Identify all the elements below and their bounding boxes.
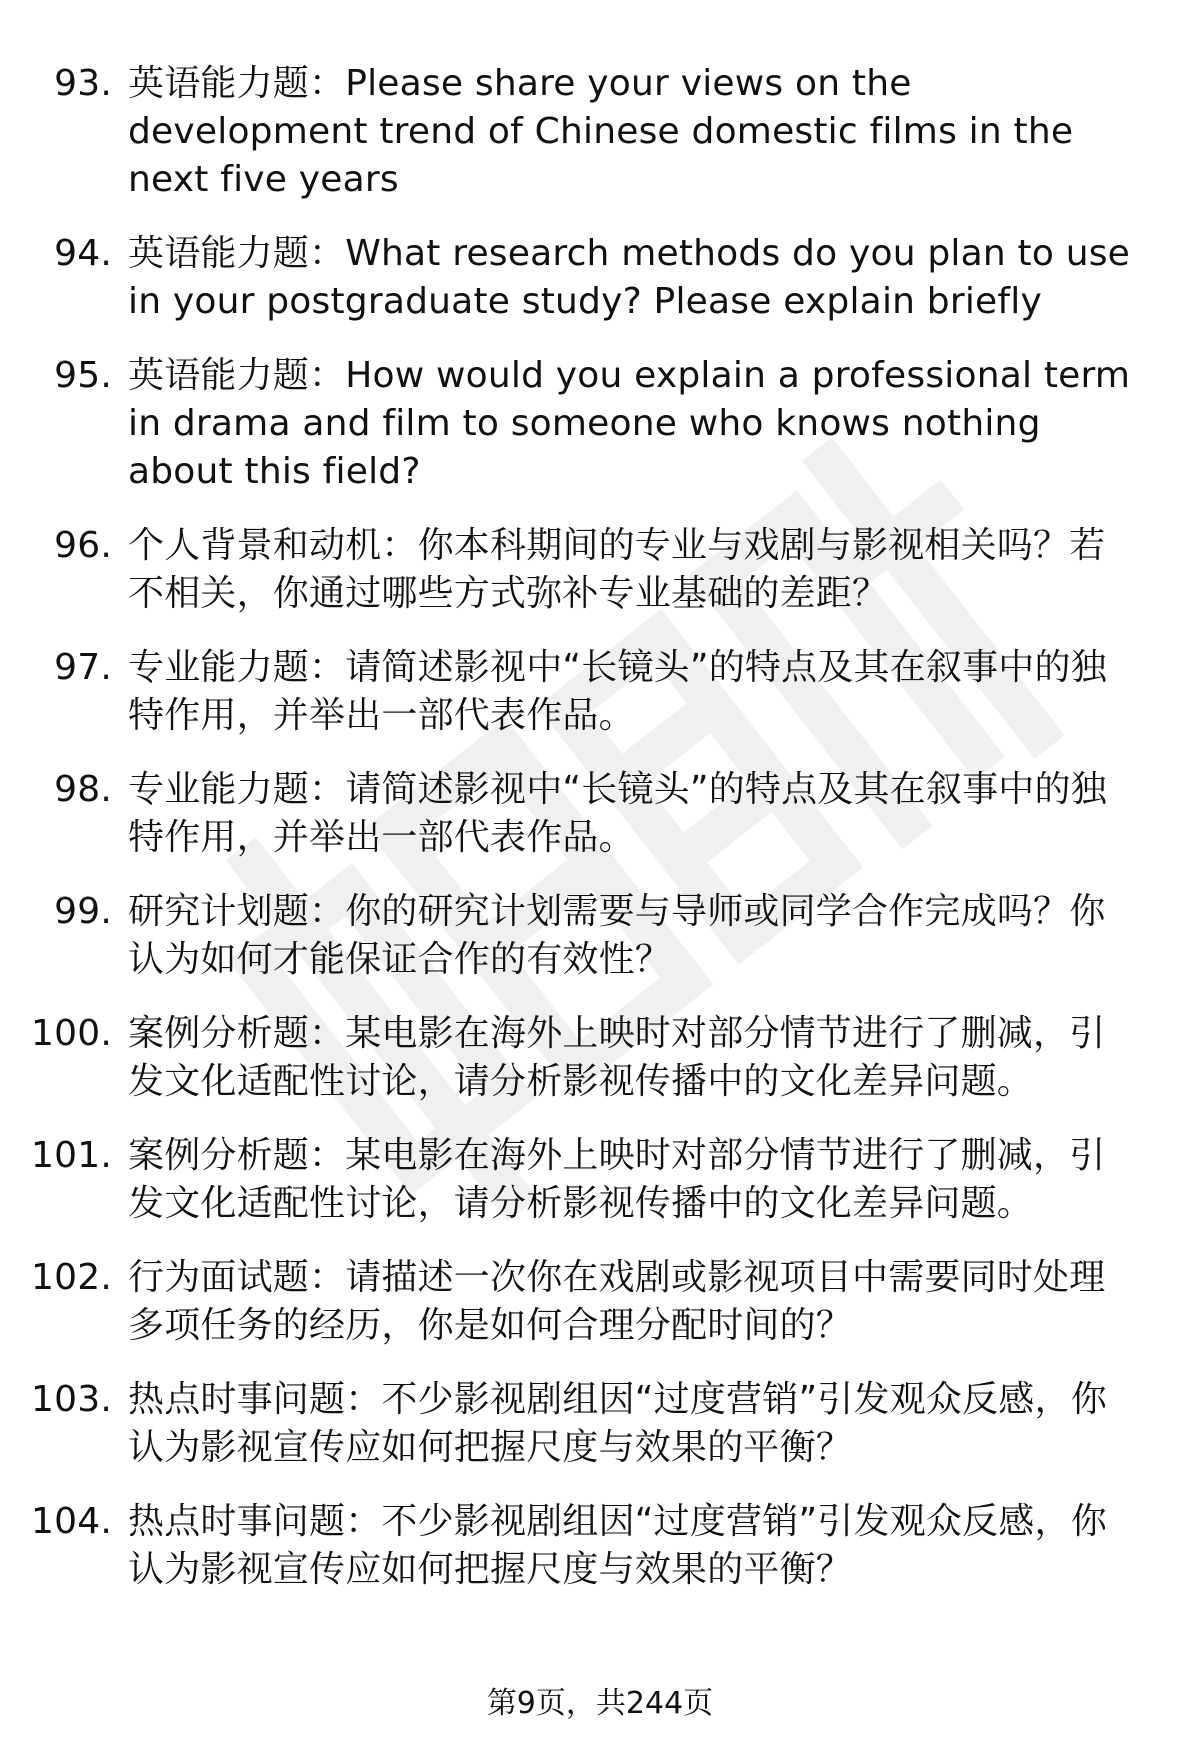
list-item <box>0 1376 1200 1472</box>
list-item <box>0 1498 1200 1594</box>
list-item <box>0 352 1200 496</box>
question-text: 专业能力题：请简述影视中“长镜头”的特点及其在叙事中的独特作用，并举出一部代表作品。 <box>128 769 1107 858</box>
question-text: 英语能力题：Please share your views on the development trend of Chinese domestic films in the next five years <box>128 63 1074 200</box>
question-text: 热点时事问题：不少影视剧组因“过度营销”引发观众反感，你认为影视宣传应如何把握尺度与效果的平衡？ <box>128 1379 1107 1468</box>
question-text: 热点时事问题：不少影视剧组因“过度营销”引发观众反感，你认为影视宣传应如何把握尺度与效果的平衡？ <box>128 1501 1107 1590</box>
question-number: 101. <box>31 1135 112 1176</box>
list-item <box>0 230 1200 326</box>
list-item <box>0 1010 1200 1106</box>
question-text: 研究计划题：你的研究计划需要与导师或同学合作完成吗？你认为如何才能保证合作的有效性？ <box>128 891 1106 980</box>
question-number: 94. <box>54 233 112 274</box>
question-text: 专业能力题：请简述影视中“长镜头”的特点及其在叙事中的独特作用，并举出一部代表作品。 <box>128 647 1107 736</box>
page-indicator: 第9页，共244页 <box>486 1686 714 1721</box>
question-text: 行为面试题：请描述一次你在戏剧或影视项目中需要同时处理多项任务的经历，你是如何合理分配时间的？ <box>128 1257 1106 1346</box>
question-number: 93. <box>54 63 112 104</box>
question-number: 95. <box>54 355 112 396</box>
question-number: 97. <box>54 647 112 688</box>
list-item <box>0 60 1200 204</box>
question-number: 96. <box>54 525 112 566</box>
list-item <box>0 644 1200 740</box>
question-text: 案例分析题：某电影在海外上映时对部分情节进行了删减，引发文化适配性讨论，请分析影视传播中的文化差异问题。 <box>128 1013 1106 1102</box>
question-list <box>0 60 1200 1620</box>
question-number: 99. <box>54 891 112 932</box>
list-item <box>0 888 1200 984</box>
question-number: 102. <box>31 1257 112 1298</box>
list-item <box>0 1254 1200 1350</box>
question-number: 103. <box>31 1379 112 1420</box>
question-text: 个人背景和动机：你本科期间的专业与戏剧与影视相关吗？若不相关，你通过哪些方式弥补专业基础的差距？ <box>128 525 1106 614</box>
question-text: 案例分析题：某电影在海外上映时对部分情节进行了删减，引发文化适配性讨论，请分析影视传播中的文化差异问题。 <box>128 1135 1106 1224</box>
list-item <box>0 766 1200 862</box>
question-number: 100. <box>31 1013 112 1054</box>
list-item <box>0 1132 1200 1228</box>
question-number: 98. <box>54 769 112 810</box>
question-text: 英语能力题：How would you explain a professional term in drama and film to someone who knows nothing about this field? <box>128 355 1131 492</box>
list-item <box>0 522 1200 618</box>
question-number: 104. <box>31 1501 112 1542</box>
question-text: 英语能力题：What research methods do you plan to use in your postgraduate study? Please explain briefly <box>128 233 1131 322</box>
